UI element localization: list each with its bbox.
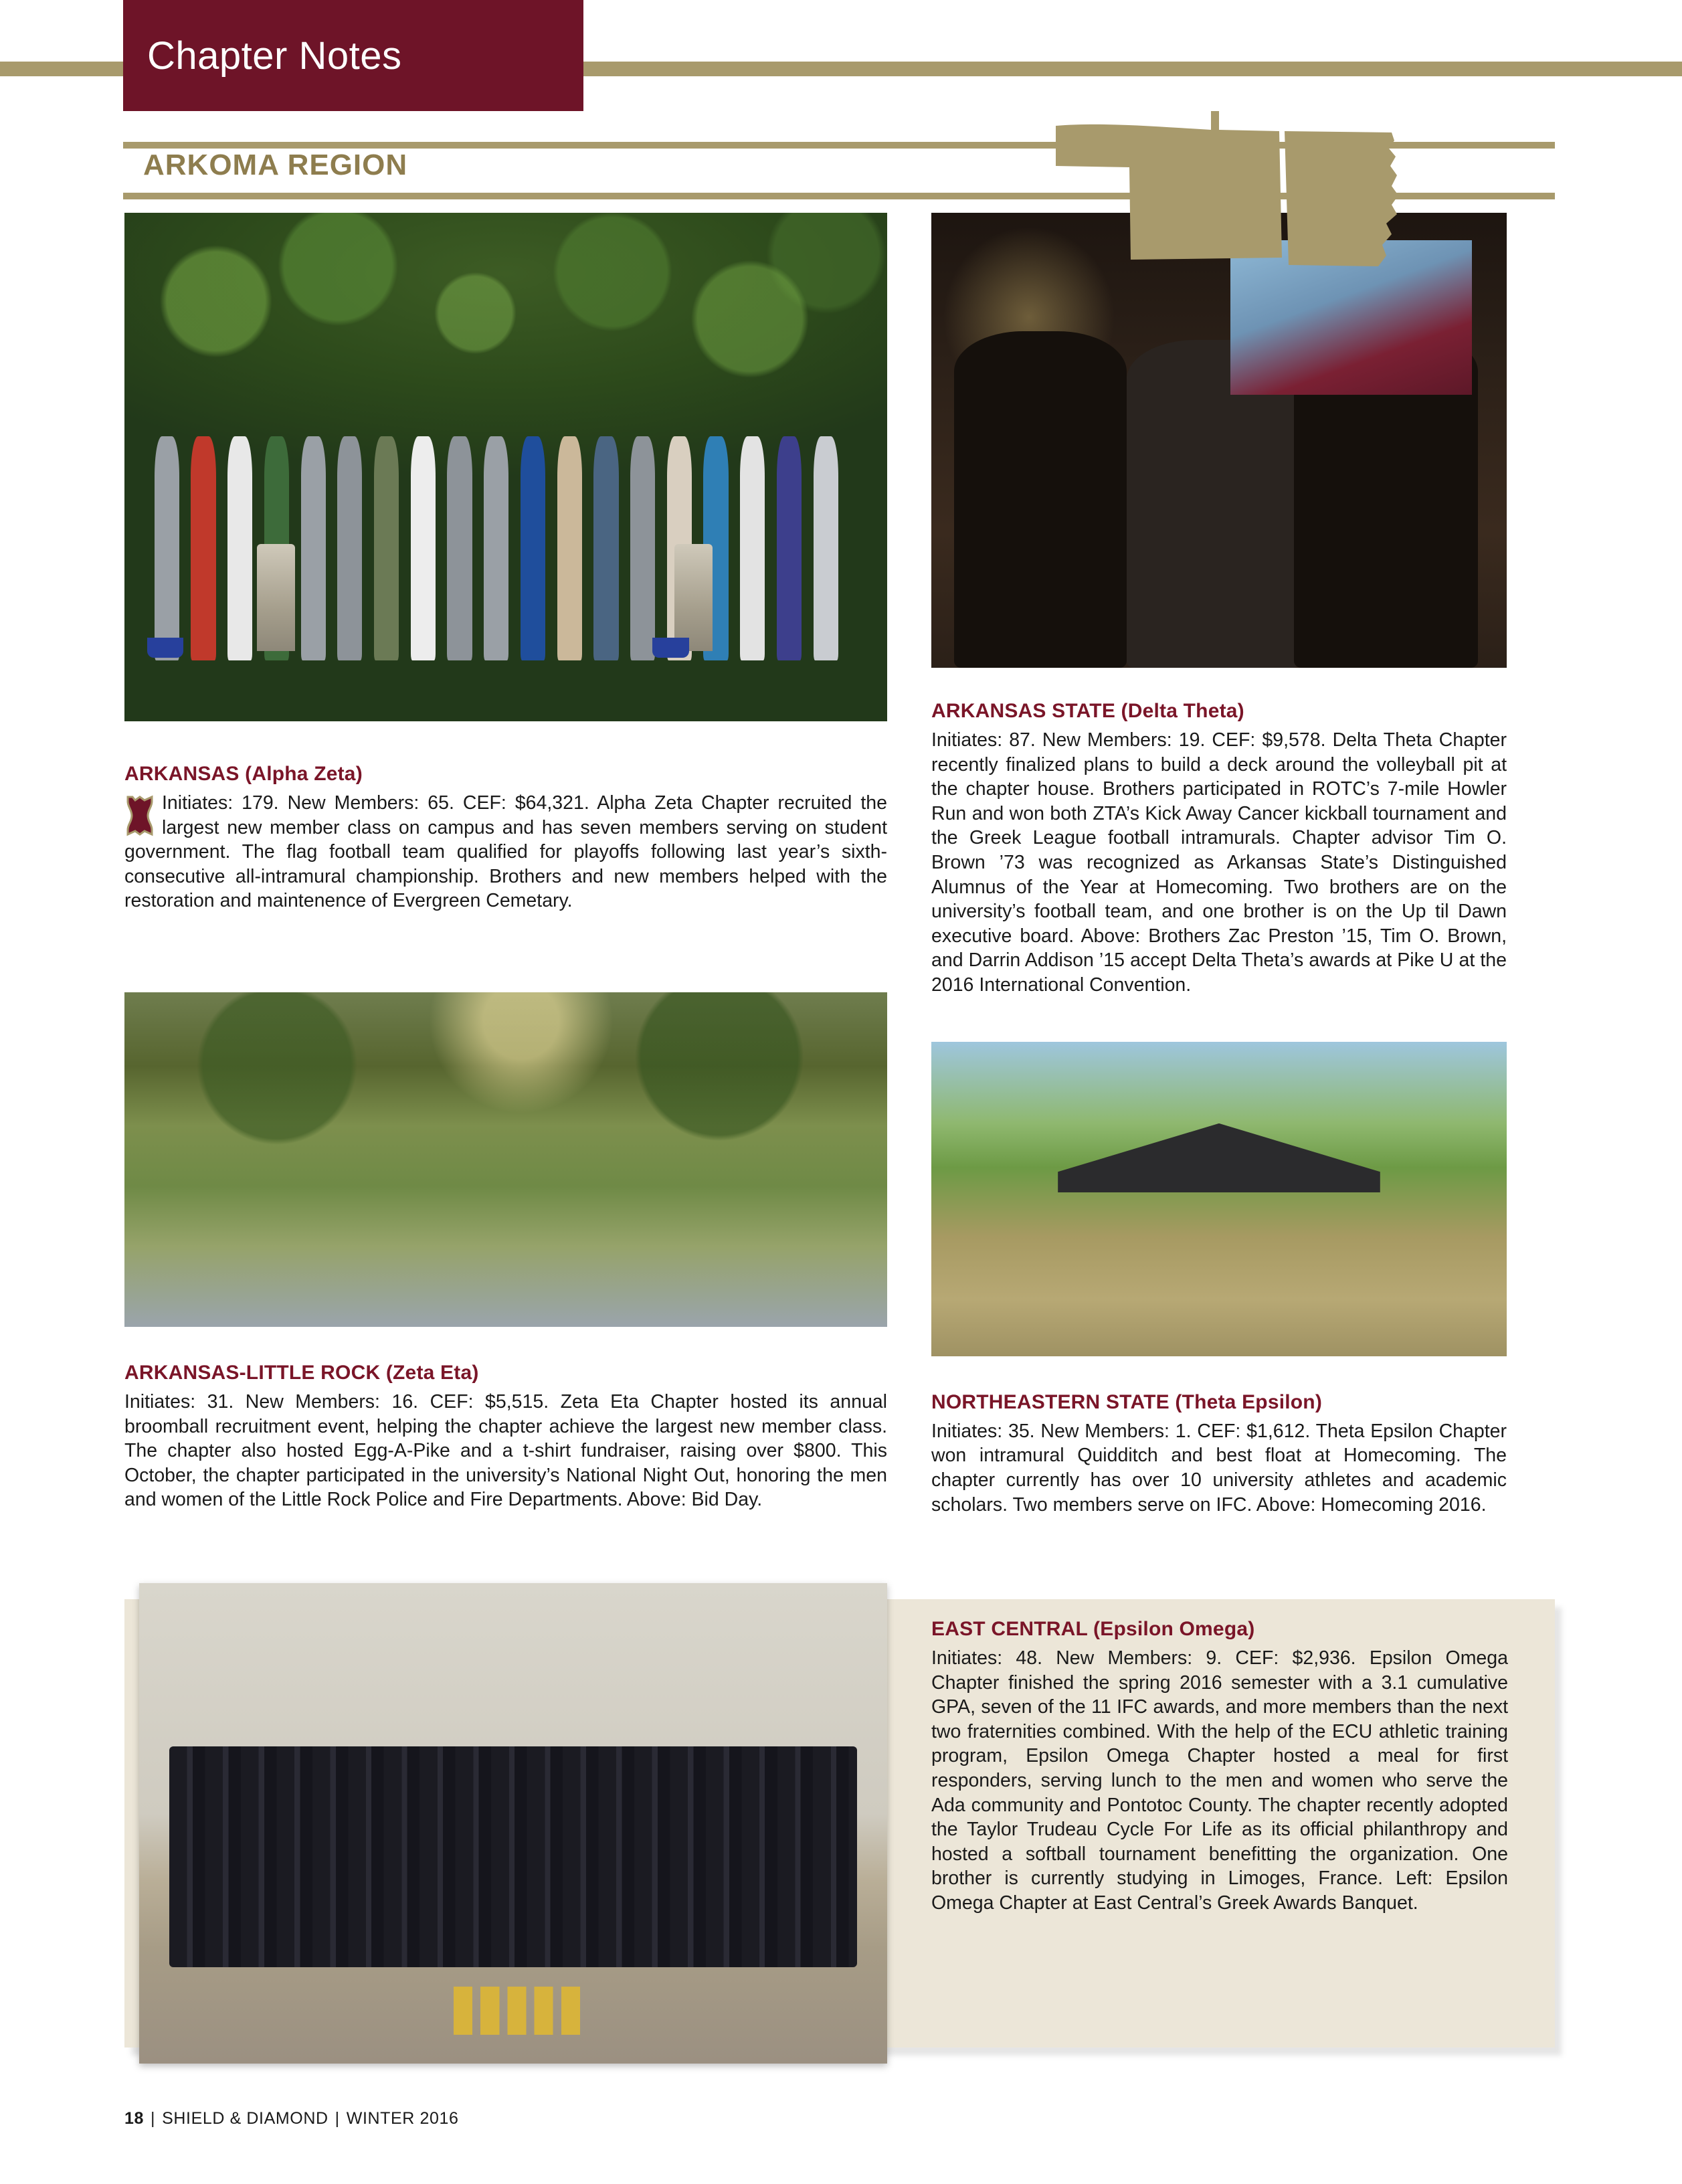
page-footer	[124, 2109, 459, 2128]
photo-figures	[140, 436, 872, 660]
page-title-block	[123, 0, 583, 111]
chapter-body: Initiates: 48. New Members: 9. CEF: $2,936. Epsilon Omega Chapter finished the spring 2016 semester with a 3.1 cumulative GPA, seven of the 11 IFC awards, and more members than the next two fraternities combined. With the help of the ECU athletic training program, Epsilon Omega Chapter hosted a meal for first responders, serving lunch to the men and women who serve the Ada community and Pontotoc County. The chapter recently adopted the Taylor Trudeau Cycle For Life as its official philanthropy and hosted a softball tournament benefitting the organization. One brother is currently studying in Limoges, France. Left: Epsilon Omega Chapter at East Central’s Greek Awards Banquet.	[931, 1647, 1508, 1914]
region-label: ARKOMA REGION	[143, 149, 408, 181]
photo-epsilon-omega-banquet	[139, 1583, 887, 2064]
right-column	[931, 213, 1507, 1517]
chapter-body-text: Initiates: 179. New Members: 65. CEF: $64,321. Alpha Zeta Chapter recruited the largest new member class on campus and has seven members serving on student government. The flag football team qualified for playoffs following last year’s sixth-consecutive all-intramural championship. Brothers and new members helped with the restoration and maintenence of Evergreen Cemetary.	[124, 792, 887, 912]
chapter-heading: EAST CENTRAL (Epsilon Omega)	[931, 1618, 1255, 1640]
footer-page-number: 18	[124, 2109, 145, 2128]
chapter-heading: ARKANSAS (Alpha Zeta)	[124, 763, 363, 785]
article-arkansas-little-rock	[124, 1362, 887, 1512]
chapter-body: Initiates: 31. New Members: 16. CEF: $5,515. Zeta Eta Chapter hosted its annual broomball recruitment event, helping the chapter achieve the largest new member class. The chapter also hosted Egg-A-Pike and a t-shirt fundraiser, raising over $800. This October, the chapter participated in the university’s National Night Out, honoring the men and women of the Little Rock Police and Fire Departments. Above: Bid Day.	[124, 1391, 887, 1511]
chapter-heading: NORTHEASTERN STATE (Theta Epsilon)	[931, 1390, 1323, 1413]
chapter-body: Initiates: 35. New Members: 1. CEF: $1,612. Theta Epsilon Chapter won intramural Quidditch and best float at Homecoming. The chapter currently has over 10 university athletes and academic scholars. Two members serve on IFC. Above: Homecoming 2016.	[931, 1420, 1507, 1516]
article-east-central	[931, 1618, 1508, 1916]
chapter-body	[124, 791, 887, 913]
photo-delta-theta-awards	[931, 213, 1507, 668]
article-arkansas-state	[931, 700, 1507, 998]
footer-issue: WINTER 2016	[346, 2109, 459, 2128]
footer-separator-2: |	[335, 2109, 340, 2128]
pike-shield-icon	[124, 795, 155, 836]
article-northeastern-state	[931, 1391, 1507, 1517]
photo-zeta-eta-bidday	[124, 992, 887, 1327]
page-title: Chapter Notes	[147, 33, 402, 78]
chapter-heading: ARKANSAS STATE (Delta Theta)	[931, 700, 1244, 722]
chapter-body: Initiates: 87. New Members: 19. CEF: $9,578. Delta Theta Chapter recently finalized plans to build a deck around the volleyball pit at the chapter house. Brothers participated in ROTC’s 7-mile Howler Run and won both ZTA’s Kick Away Cancer kickball tournament and the Greek League football intramurals. Chapter advisor Tim O. Brown ’73 was recognized as Arkansas State’s Distinguished Alumnus of the Year at Homecoming. Two brothers are on the university’s football team, and one brother is on the Up til Dawn executive board. Above: Brothers Zac Preston ’15, Tim O. Brown, and Darrin Addison ’15 accept Delta Theta’s awards at Pike U at the 2016 International Convention.	[931, 729, 1507, 996]
footer-publication: SHIELD & DIAMOND	[162, 2109, 329, 2128]
left-column	[124, 213, 887, 1512]
footer-separator-1: |	[151, 2109, 156, 2128]
photo-alpha-zeta-cemetery	[124, 213, 887, 721]
article-arkansas-alpha-zeta	[124, 763, 887, 913]
oklahoma-arkansas-map-icon	[1044, 87, 1512, 281]
chapter-heading: ARKANSAS-LITTLE ROCK (Zeta Eta)	[124, 1362, 479, 1384]
photo-theta-epsilon-homecoming	[931, 1042, 1507, 1356]
